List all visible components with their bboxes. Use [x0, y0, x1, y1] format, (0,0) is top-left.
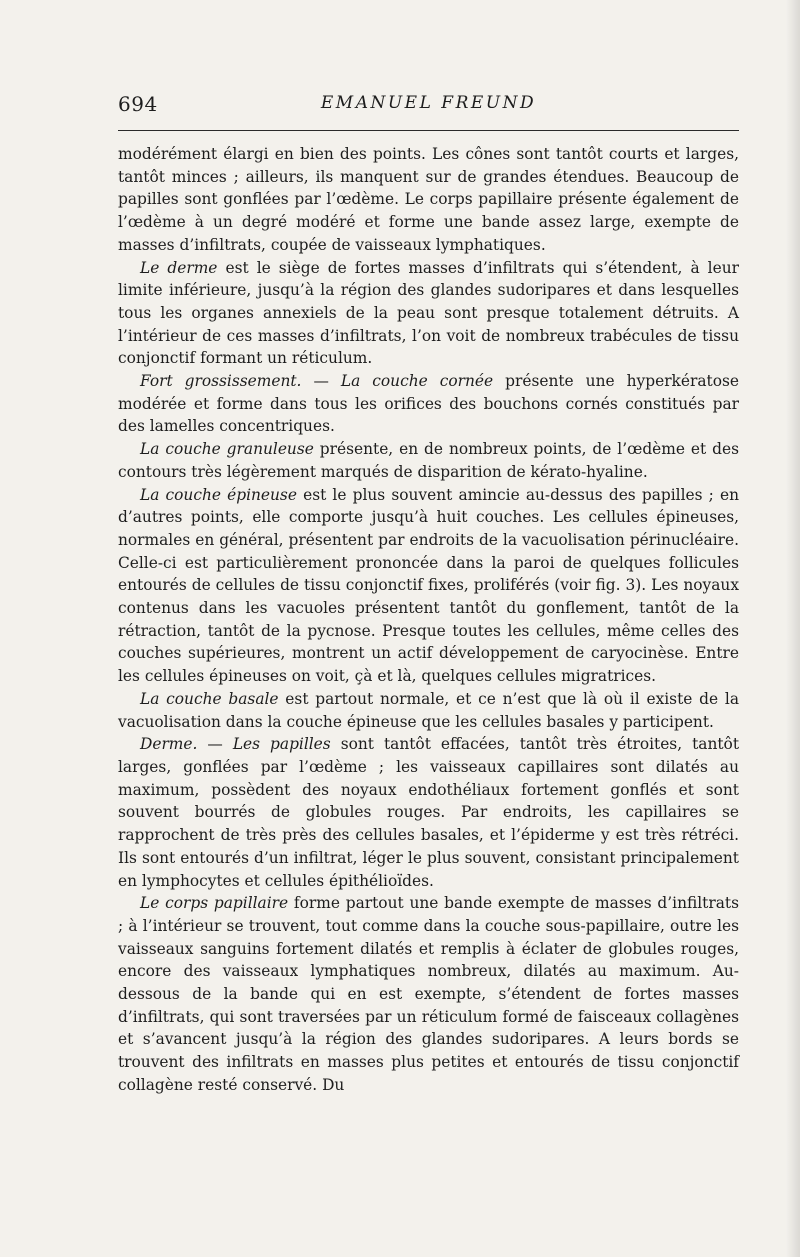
paragraph: [118, 688, 739, 733]
header-rule: [118, 130, 739, 131]
page-edge-shadow: [786, 0, 800, 1257]
paragraph: [118, 484, 739, 688]
paragraph-text: sont tantôt effacées, tantôt très étroites, tantôt larges, gonflées par l’œdème ; les vaisseaux capillaires sont dilatés au maximum, possèdent des noyaux endothéliaux fortement gonflés et sont souvent bourrés de globules rouges. Par endroits, les capillaires se rapprochent de très près des cellules basales, et l’épiderme y est très rétréci. Ils sont entourés d’un infiltrat, léger le plus souvent, consistant principalement en lymphocytes et cellules épithélioïdes.: [118, 735, 740, 890]
paragraph: [118, 733, 739, 892]
paragraph-text: est le siège de fortes masses d’infiltrats qui s’étendent, à leur limite inférieure, jusqu’à la région des glandes sudoripares et dans lesquelles tous les organes annexiels de la peau sont presque totalement détruits. A l’intérieur de ces masses d’infiltrats, l’on voit de nombreux trabécules de tissu conjonctif formant un réticulum.: [118, 258, 739, 368]
paragraph-text: est partout normale, et ce n’est que là où il existe de la vacuolisation dans la couche épineuse que les cellules basales y participent.: [118, 689, 739, 731]
dash: —: [301, 372, 341, 391]
paragraph: [118, 143, 739, 257]
paragraph-lead: La couche granuleuse: [140, 440, 314, 459]
paragraph: [118, 438, 739, 483]
paragraph-lead: Le derme: [140, 258, 218, 277]
page-number: 694: [118, 92, 158, 116]
paragraph-text: forme partout une bande exempte de masses d’infiltrats ; à l’intérieur se trouvent, tout comme dans la couche sous-papillaire, outre les vaisseaux sanguins fortement dilatés et remplis à éclater de globules rouges, encore des vaisseaux lymphatiques nombreux, dilatés au maximum. Au-dessous de la bande qui en est exempte, s’étendent de fortes masses d’infiltrats, qui sont traversées par un réticulum formé de faisceaux collagènes et s’avancent jusqu’à la région des glandes sudoripares. A leurs bords se trouvent des infiltrats en masses plus petites et entourés de tissu conjonctif collagène resté conservé. Du: [118, 894, 739, 1094]
book-page: [118, 92, 739, 1097]
paragraph-lead: Fort grossissement.: [140, 372, 302, 391]
paragraph-text: présente une hyperkératose modérée et forme dans tous les orifices des bouchons cornés constitués par des lamelles concentriques.: [118, 372, 739, 436]
paragraph-text: est le plus souvent amincie au-dessus des papilles ; en d’autres points, elle comporte jusqu’à huit couches. Les cellules épineuses, normales en général, présentent par endroits de la vacuolisation périnucléaire. Celle-ci est particulièrement prononcée dans la paroi de quelques follicules entourés de cellules de tissu conjonctif fixes, proliférés (voir fig. 3). Les noyaux contenus dans les vacuoles présentent tantôt du gonflement, tantôt de la rétraction, tantôt de la pycnose. Presque toutes les cellules, même celles des couches supérieures, montrent un actif développement de caryocinèse. Entre les cellules épineuses on voit, çà et là, quelques cellules migratrices.: [118, 485, 739, 686]
paragraph: [118, 257, 739, 371]
paragraph-lead-secondary: La couche cornée: [340, 372, 494, 391]
paragraph-lead: Le corps papillaire: [140, 894, 289, 913]
paragraph: [118, 892, 739, 1096]
body-text: [118, 143, 739, 1097]
paragraph-lead-secondary: Les papilles: [232, 735, 331, 754]
paragraph-lead: La couche basale: [140, 689, 279, 708]
dash: —: [197, 735, 233, 754]
paragraph-lead: Derme.: [140, 735, 198, 754]
paragraph: [118, 370, 739, 438]
running-head: [118, 92, 739, 122]
running-title: EMANUEL FREUND: [320, 93, 537, 113]
paragraph-lead: La couche épineuse: [140, 485, 297, 504]
paragraph-text: présente, en de nombreux points, de l’œdème et des contours très légèrement marqués de disparition de kérato-hyaline.: [118, 440, 739, 481]
paragraph-text: modérément élargi en bien des points. Les cônes sont tantôt courts et larges, tantôt minces ; ailleurs, ils manquent sur de grandes étendues. Beaucoup de papilles sont gonflées par l’œdème. Le corps papillaire présente également de l’œdème à un degré modéré et forme une bande assez large, exempte de masses d’infiltrats, coupée de vaisseaux lymphatiques.: [118, 145, 739, 254]
